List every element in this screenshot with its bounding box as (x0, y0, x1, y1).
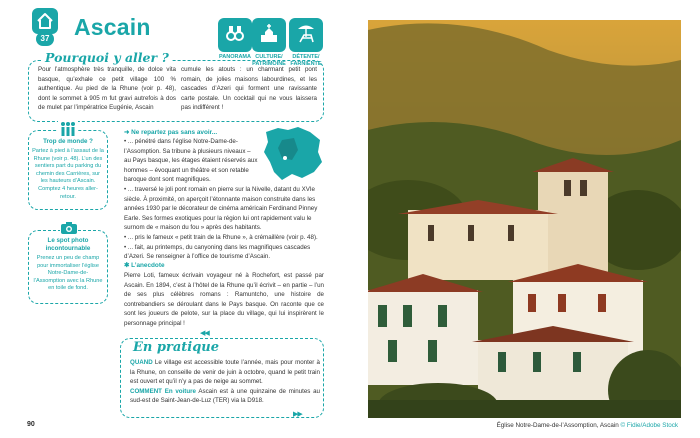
category-label: CULTURE/ PATRIMOINE (252, 54, 286, 67)
list-item: • ... fait, au printemps, du canyoning dans les magnifiques cascades d’Azeri. Se renseigner à l’office de tourisme d’Ascain. (124, 243, 311, 261)
binoculars-icon (218, 18, 252, 52)
category-label: DÉTENTE/ FARNIENTE (290, 54, 322, 67)
anecdote-heading: ✱ L’anecdote (124, 262, 165, 269)
photo-spot-text: Prenez un peu de champ pour immortaliser l’église Notre-Dame-de-l’Assomption avec la Rhune en toile de fond. (33, 255, 103, 292)
photo-caption: Église Notre-Dame-de-l’Assomption, Ascain © Fidie/Adobe Stock (496, 422, 678, 429)
trek-title: Trop de monde ? (43, 138, 93, 145)
page-title: Ascain (74, 14, 151, 40)
home-icon (32, 8, 58, 34)
why-text-left: Pour l’atmosphère très tranquille, de dolce vita basque, qu’exhale ce petit village 100 % authentique. Au pied de la Rhune (voir p. 48), dont le sommet à 905 m fut gravi autrefois à dos de mulet par l’impératrice Eugénie, Ascain (38, 66, 176, 112)
arrow-icon: ➜ (124, 129, 132, 136)
list-item: • ... pénétré dans l’église Notre-Dame-de-l’Assomption. Sa tribune à plusieurs niveaux – au Pays basque, les étages étaient réservés aux hommes – évoquant un théâtre et son retable baroque dont sont magnifiques. (124, 138, 258, 184)
list-item: • ... pris le fameux « petit train de la Rhune », à crémaillère (voir p. 48). (124, 233, 318, 241)
church-icon (252, 18, 286, 52)
practical-heading: En pratique (130, 340, 222, 355)
page-number: 90 (27, 421, 35, 428)
deckchair-icon (289, 18, 323, 52)
chapter-number: 37 (36, 32, 54, 46)
trek-text: Partez à pied à l’assaut de la Rhune (voir p. 48). L’un des sentiers part du parking du chemin des Carrières, sur les hauteurs d’Ascain. Comptez 4 heures aller-retour. (32, 148, 104, 200)
practical-text (130, 358, 320, 406)
when-text: Le village est accessible toute l’année, mais pour monter à la Rhune, on conseille de venir de juin à octobre, quand le petit train est ouvert et qu’il n’y a pas de neige au sommet. (130, 359, 320, 386)
category-label: PANORAMA (219, 54, 251, 60)
why-text-right: cumule les atouts : un charmant petit pont romain, de jolies maisons labourdines, et les cascades d’Azeri qui forment une ravissante carte postale. Un cocktail qui ne vous laissera pas indifférent ! (181, 66, 317, 112)
church-photo (368, 20, 681, 418)
why-heading: Pourquoi y aller ? (42, 50, 172, 65)
how-label: COMMENT (130, 387, 162, 395)
when-label: QUAND (130, 359, 153, 366)
region-map (258, 124, 326, 187)
photo-credit: © Fidie/Adobe Stock (620, 422, 678, 429)
how-mode: En voiture (164, 387, 196, 395)
list-item: • ... traversé le joli pont romain en pierre sur la Nivelle, datant du XVIe siècle. À proximité, on aperçoit l’étonnante maison construite dans les années 1930 par le décorateur de cinéma américain Ferdinand Pinney Earle. Ses formes exotiques pour la région lui ont rapidement valu le surnom de « maison du fou » après des habitants. (124, 185, 318, 232)
chevrons-decoration: ◀◀ (200, 330, 209, 337)
how-text: Ascain est à une quinzaine de minutes au sud-est de Saint-Jean-de-Luz (TER) via la D918. (130, 387, 320, 405)
sun-icon: ✱ (124, 262, 132, 269)
anecdote-text: Pierre Loti, fameux écrivain voyageur né à Rochefort, est passé par Ascain. En 1894, c’est à l’hôtel de la Rhune qu’il écrivit – en partie – l’un de ses plus célèbres romans : Ramuntcho, une histoire de contrebandiers se déroulant dans le Pays basque. On raconte que ce sont les joueurs de pelote, sur la place du village, qui lui inspirèrent le personnage principal ! (124, 272, 324, 327)
photo-spot-title: Le spot photo incontournable (45, 237, 91, 252)
chevrons-decoration: ▶▶ (293, 411, 302, 418)
must-do-heading: ➜ Ne repartez pas sans avoir... (124, 129, 218, 136)
